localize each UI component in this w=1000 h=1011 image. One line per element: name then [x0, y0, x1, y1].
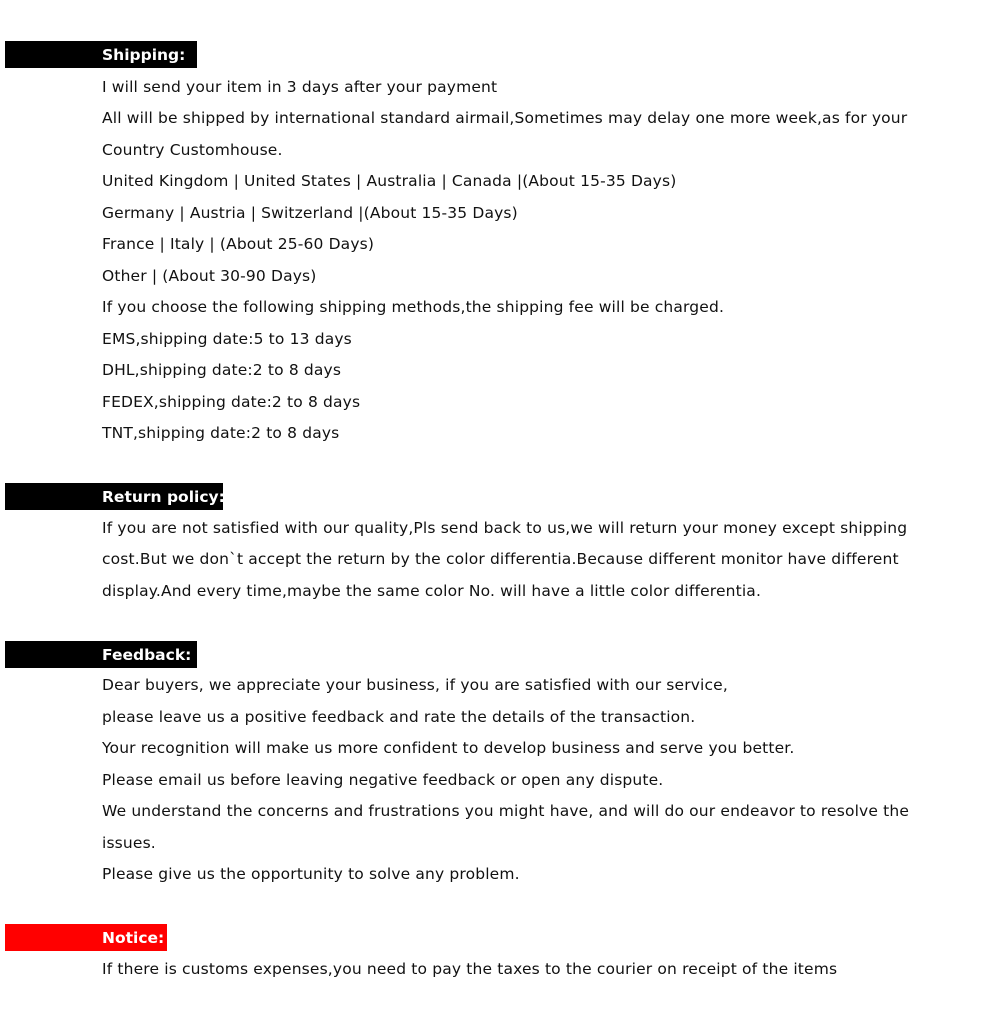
- feedback-line: We understand the concerns and frustrations you might have, and will do our endeavor to resolve the: [102, 802, 910, 820]
- return-policy-line: display.And every time,maybe the same color No. will have a little color differentia.: [102, 582, 762, 600]
- feedback-line: Please give us the opportunity to solve any problem.: [102, 865, 520, 883]
- shipping-line: EMS,shipping date:5 to 13 days: [102, 330, 352, 348]
- feedback-heading: [5, 641, 197, 668]
- feedback-line: Your recognition will make us more confident to develop business and serve you better.: [102, 739, 795, 757]
- return-policy-line: cost.But we don`t accept the return by the color differentia.Because different monitor have different: [102, 550, 899, 568]
- return-policy-heading: [5, 483, 223, 510]
- shipping-line: TNT,shipping date:2 to 8 days: [102, 424, 340, 442]
- notice-heading: [5, 924, 167, 951]
- feedback-line: please leave us a positive feedback and rate the details of the transaction.: [102, 708, 696, 726]
- shipping-line: France | Italy | (About 25-60 Days): [102, 235, 375, 253]
- shipping-line: Other | (About 30-90 Days): [102, 267, 317, 285]
- shipping-heading-label: Shipping:: [102, 45, 186, 64]
- notice-heading-label: Notice:: [102, 928, 165, 947]
- shipping-line: United Kingdom | United States | Australia | Canada |(About 15-35 Days): [102, 172, 677, 190]
- shipping-line: All will be shipped by international standard airmail,Sometimes may delay one more week,as for your: [102, 109, 908, 127]
- feedback-line: Dear buyers, we appreciate your business, if you are satisfied with our service,: [102, 676, 728, 694]
- notice-line: If there is customs expenses,you need to pay the taxes to the courier on receipt of the items: [102, 960, 838, 978]
- shipping-line: If you choose the following shipping methods,the shipping fee will be charged.: [102, 298, 725, 316]
- shipping-line: DHL,shipping date:2 to 8 days: [102, 361, 342, 379]
- shipping-line: Germany | Austria | Switzerland |(About 15-35 Days): [102, 204, 518, 222]
- shipping-line: FEDEX,shipping date:2 to 8 days: [102, 393, 361, 411]
- shipping-line: Country Customhouse.: [102, 141, 283, 159]
- return-policy-line: If you are not satisfied with our quality,Pls send back to us,we will return your money except shipping: [102, 519, 908, 537]
- shipping-heading: [5, 41, 197, 68]
- return-policy-heading-label: Return policy:: [102, 487, 225, 506]
- shipping-line: I will send your item in 3 days after your payment: [102, 78, 498, 96]
- feedback-line: issues.: [102, 834, 156, 852]
- feedback-line: Please email us before leaving negative feedback or open any dispute.: [102, 771, 664, 789]
- feedback-heading-label: Feedback:: [102, 645, 192, 664]
